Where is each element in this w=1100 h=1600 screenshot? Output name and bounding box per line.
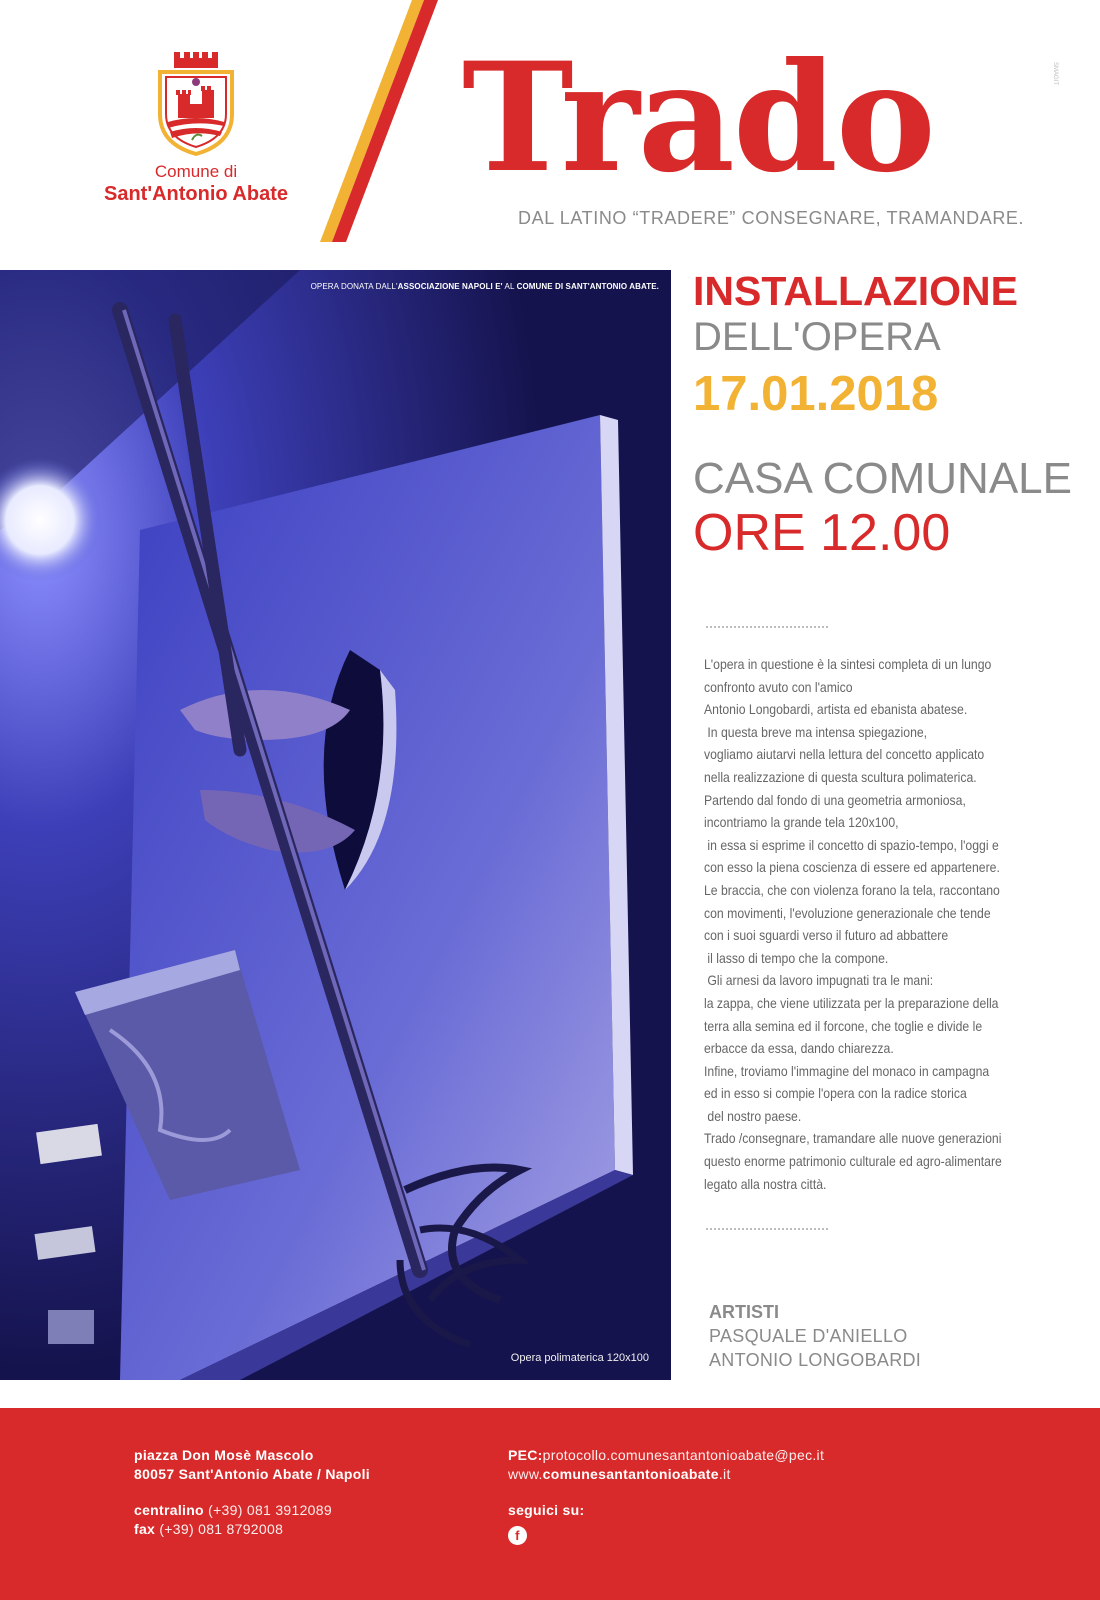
municipality-name: Sant'Antonio Abate [103, 183, 288, 205]
description-line: del nostro paese. [704, 1108, 802, 1124]
municipality-logo [96, 52, 296, 206]
address-city: 80057 Sant'Antonio Abate / Napoli [134, 1466, 370, 1482]
brand-tagline: DAL LATINO “TRADERE” CONSEGNARE, TRAMANDARE. [518, 208, 1025, 228]
description-line: L'opera in questione è la sintesi completa di un lungo [704, 657, 992, 672]
description-line: ed in esso si compie l'opera con la radice storica [704, 1086, 967, 1102]
brand-title: Trado [462, 30, 934, 206]
description-line: vogliamo aiutarvi nella lettura del concetto applicato [704, 747, 985, 763]
dotted-divider [706, 1228, 828, 1230]
donation-note: OPERA DONATA DALL'ASSOCIAZIONE NAPOLI E' AL COMUNE DI SANT'ANTONIO ABATE. [310, 282, 659, 291]
address-street: piazza Don Mosè Mascolo [134, 1447, 314, 1463]
municipality-name-prefix: Comune di [154, 162, 238, 181]
description-line: con movimenti, l'evoluzione generazionale che tende [704, 905, 991, 921]
artists-heading: ARTISTI [709, 1302, 779, 1322]
description-line: in essa si esprime il concetto di spazio-tempo, l'oggi e [704, 837, 999, 853]
design-credit: SMAGIT [1052, 62, 1058, 86]
description-line: Trado /consegnare, tramandare alle nuove generazioni [704, 1131, 1002, 1147]
pec-line: PEC:protocollo.comunesantantonioabate@pec.it [508, 1447, 825, 1463]
description-line: In questa breve ma intensa spiegazione, [704, 724, 928, 740]
phone-line: centralino (+39) 081 3912089 [134, 1502, 332, 1518]
description-line: terra alla semina ed il forcone, che toglie e divide le [704, 1018, 983, 1034]
event-venue: CASA COMUNALE [693, 454, 1072, 503]
website-link[interactable]: www.comunesantantonioabate.it [508, 1466, 731, 1482]
dotted-divider [706, 626, 828, 628]
event-time: ORE 12.00 [693, 504, 951, 562]
description-line: confronto avuto con l'amico [704, 679, 853, 695]
event-date: 17.01.2018 [693, 367, 939, 421]
phone-number[interactable]: (+39) 081 3912089 [208, 1502, 332, 1518]
fax-line: fax (+39) 081 8792008 [134, 1521, 284, 1537]
facebook-icon[interactable]: f [508, 1526, 527, 1545]
description-line: Le braccia, che con violenza forano la tela, raccontano [704, 882, 1000, 898]
description-line: legato alla nostra città. [704, 1176, 827, 1192]
fax-number: (+39) 081 8792008 [159, 1521, 284, 1537]
description-line: il lasso di tempo che la compone. [704, 950, 889, 966]
artist-name: ANTONIO LONGOBARDI [709, 1350, 922, 1370]
description-line: Antonio Longobardi, artista ed ebanista abatese. [704, 702, 968, 718]
online-contacts [508, 1446, 824, 1545]
artwork-caption: Opera polimaterica 120x100 [510, 1352, 649, 1364]
description-line: con i suoi sguardi verso il futuro ad abbattere [704, 928, 949, 944]
address-block [134, 1446, 370, 1539]
event-subtitle: DELL'OPERA [693, 315, 941, 359]
description-line: Infine, troviamo l'immagine del monaco in campagna [704, 1063, 990, 1079]
artist-name: PASQUALE D'ANIELLO [709, 1326, 908, 1346]
contact-footer [0, 1408, 1100, 1600]
description-line: questo enorme patrimonio culturale ed agro-alimentare [704, 1154, 1002, 1170]
town-crest-icon [154, 52, 238, 156]
description-line: la zappa, che viene utilizzata per la preparazione della [704, 995, 999, 1011]
description-line: Partendo dal fondo di una geometria armoniosa, [704, 792, 966, 808]
description-line: Gli arnesi da lavoro impugnati tra le mani: [704, 973, 934, 989]
social-label: seguici su: [508, 1502, 585, 1518]
brand-slash-graphic [320, 0, 440, 242]
pec-email-link[interactable]: protocollo.comunesantantonioabate@pec.it [542, 1447, 825, 1463]
description-line: incontriamo la grande tela 120x100, [704, 815, 899, 831]
artists-block [709, 1300, 921, 1372]
artwork-photo [0, 270, 671, 1380]
description-line: nella realizzazione di questa scultura polimaterica. [704, 769, 977, 785]
description-line: erbacce da essa, dando chiarezza. [704, 1041, 894, 1057]
description-line: con esso la piena coscienza di essere ed appartenere. [704, 860, 1000, 876]
event-title: INSTALLAZIONE [693, 268, 1018, 314]
artwork-description [704, 654, 1054, 1196]
